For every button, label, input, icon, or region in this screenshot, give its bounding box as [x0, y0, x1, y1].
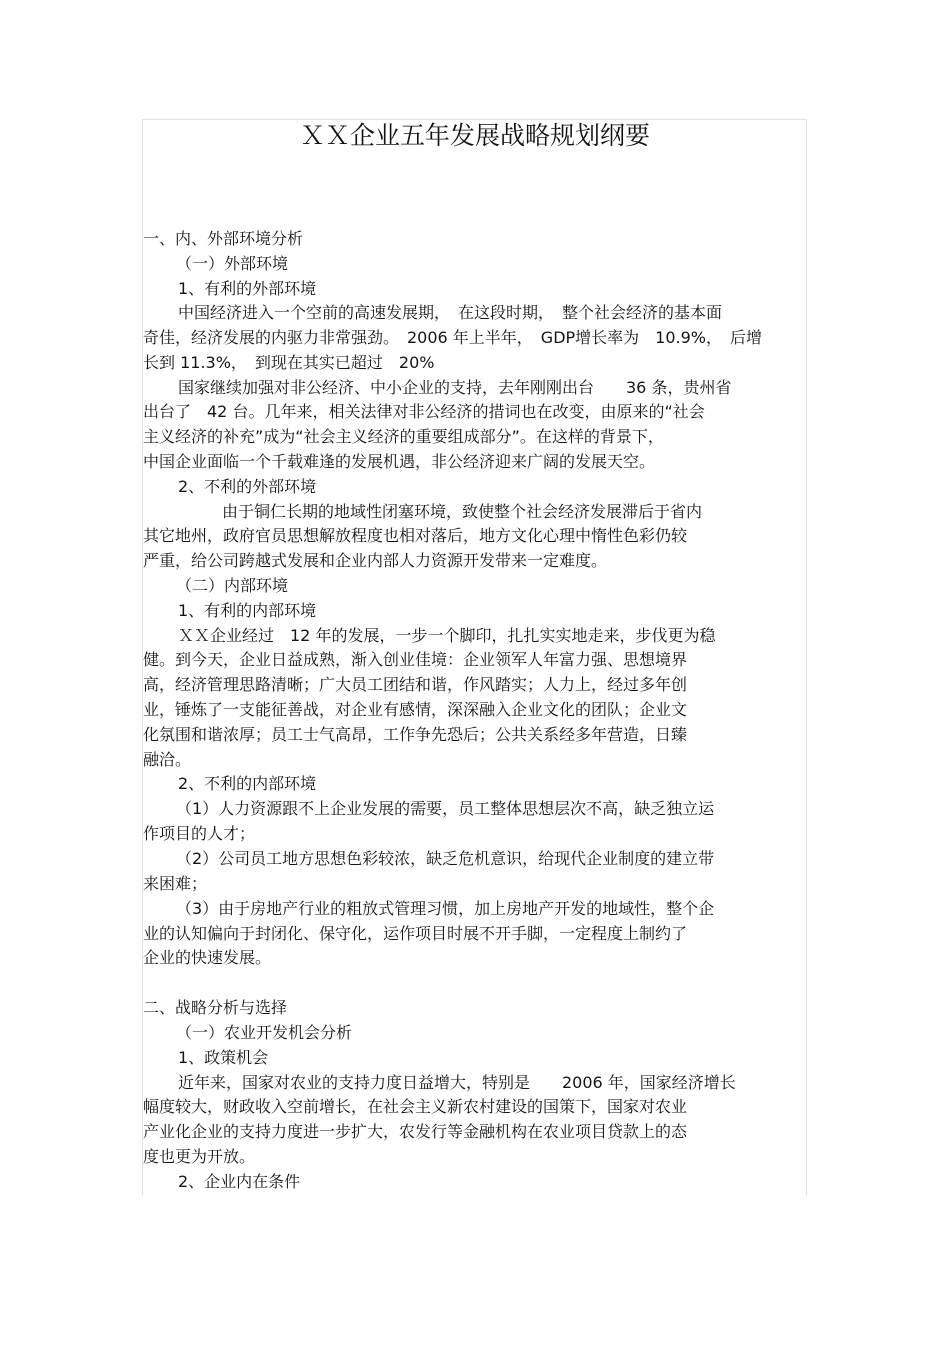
paragraph-line: 其它地州，政府官员思想解放程度也相对落后，地方文化心理中惰性色彩仍较: [143, 526, 688, 545]
subsection-heading: （一）外部环境: [176, 254, 289, 273]
paragraph-line: 主义经济的补充”成为“社会主义经济的重要组成部分”。在这样的背景下，: [143, 427, 664, 446]
item-heading: 2、企业内在条件: [178, 1172, 301, 1191]
paragraph-line: 度也更为开放。: [143, 1147, 256, 1166]
item-heading: 2、不利的内部环境: [178, 774, 317, 793]
item-heading: 1、有利的外部环境: [178, 279, 317, 298]
paragraph-line: 融洽。: [143, 750, 192, 769]
list-item-line: 业的认知偏向于封闭化、保守化，运作项目时展不开手脚，一定程度上制约了: [143, 924, 688, 943]
document-title: ＸＸ企业五年发展战略规划纲要: [299, 121, 650, 150]
paragraph-line: 化氛围和谐浓厚；员工士气高昂，工作争先恐后；公共关系经多年营造，日臻: [143, 725, 688, 744]
page-border-right: [806, 119, 807, 1195]
list-item-line: 作项目的人才；: [143, 824, 256, 843]
paragraph-line: 奇佳，经济发展的内驱力非常强劲。 2006 年上半年， GDP增长率为 10.9%， 后增: [143, 328, 763, 347]
paragraph-line: 健。到今天，企业日益成熟，渐入创业佳境：企业领军人年富力强、思想境界: [143, 650, 688, 669]
section-heading: 二、战略分析与选择: [143, 998, 288, 1017]
paragraph-line: 中国企业面临一个千载难逢的发展机遇，非公经济迎来广阔的发展天空。: [143, 452, 656, 471]
paragraph-line: 近年来，国家对农业的支持力度日益增大，特别是 2006 年，国家经济增长: [178, 1073, 736, 1092]
item-heading: 2、不利的外部环境: [178, 477, 317, 496]
paragraph-line: 国家继续加强对非公经济、中小企业的支持，去年刚刚出台 36 条，贵州省: [178, 378, 732, 397]
section-heading: 一、内、外部环境分析: [143, 229, 304, 248]
paragraph-line: 出台了 42 台。几年来，相关法律对非公经济的措词也在改变，由原来的“社会: [143, 402, 705, 421]
paragraph-line: 长到 11.3%， 到现在其实已超过 20%: [143, 353, 435, 372]
list-item-line: （3）由于房地产行业的粗放式管理习惯，加上房地产开发的地域性，整个企: [176, 899, 715, 918]
paragraph-line: 严重，给公司跨越式发展和企业内部人力资源开发带来一定难度。: [143, 551, 608, 570]
paragraph-line: 由于铜仁长期的地域性闭塞环境，致使整个社会经济发展滞后于省内: [222, 502, 703, 521]
paragraph-line: ＸＸ企业经过 12 年的发展，一步一个脚印，扎扎实实地走来，步伐更为稳: [178, 626, 716, 645]
paragraph-line: 幅度较大，财政收入空前增长，在社会主义新农村建设的国策下，国家对农业: [143, 1097, 688, 1116]
paragraph-line: 中国经济进入一个空前的高速发展期， 在这段时期， 整个社会经济的基本面: [178, 303, 723, 322]
paragraph-line: 产业化企业的支持力度进一步扩大，农发行等金融机构在农业项目贷款上的态: [143, 1122, 688, 1141]
list-item-line: 来困难；: [143, 874, 208, 893]
item-heading: 1、政策机会: [178, 1048, 269, 1067]
list-item-line: 企业的快速发展。: [143, 948, 272, 967]
item-heading: 1、有利的内部环境: [178, 601, 317, 620]
paragraph-line: 业，锤炼了一支能征善战，对企业有感情，深深融入企业文化的团队；企业文: [143, 700, 688, 719]
subsection-heading: （二）内部环境: [176, 576, 289, 595]
subsection-heading: （一）农业开发机会分析: [176, 1023, 353, 1042]
list-item-line: （2）公司员工地方思想色彩较浓，缺乏危机意识，给现代企业制度的建立带: [176, 849, 715, 868]
list-item-line: （1）人力资源跟不上企业发展的需要，员工整体思想层次不高，缺乏独立运: [176, 799, 715, 818]
paragraph-line: 高，经济管理思路清晰；广大员工团结和谐，作风踏实；人力上，经过多年创: [143, 675, 688, 694]
